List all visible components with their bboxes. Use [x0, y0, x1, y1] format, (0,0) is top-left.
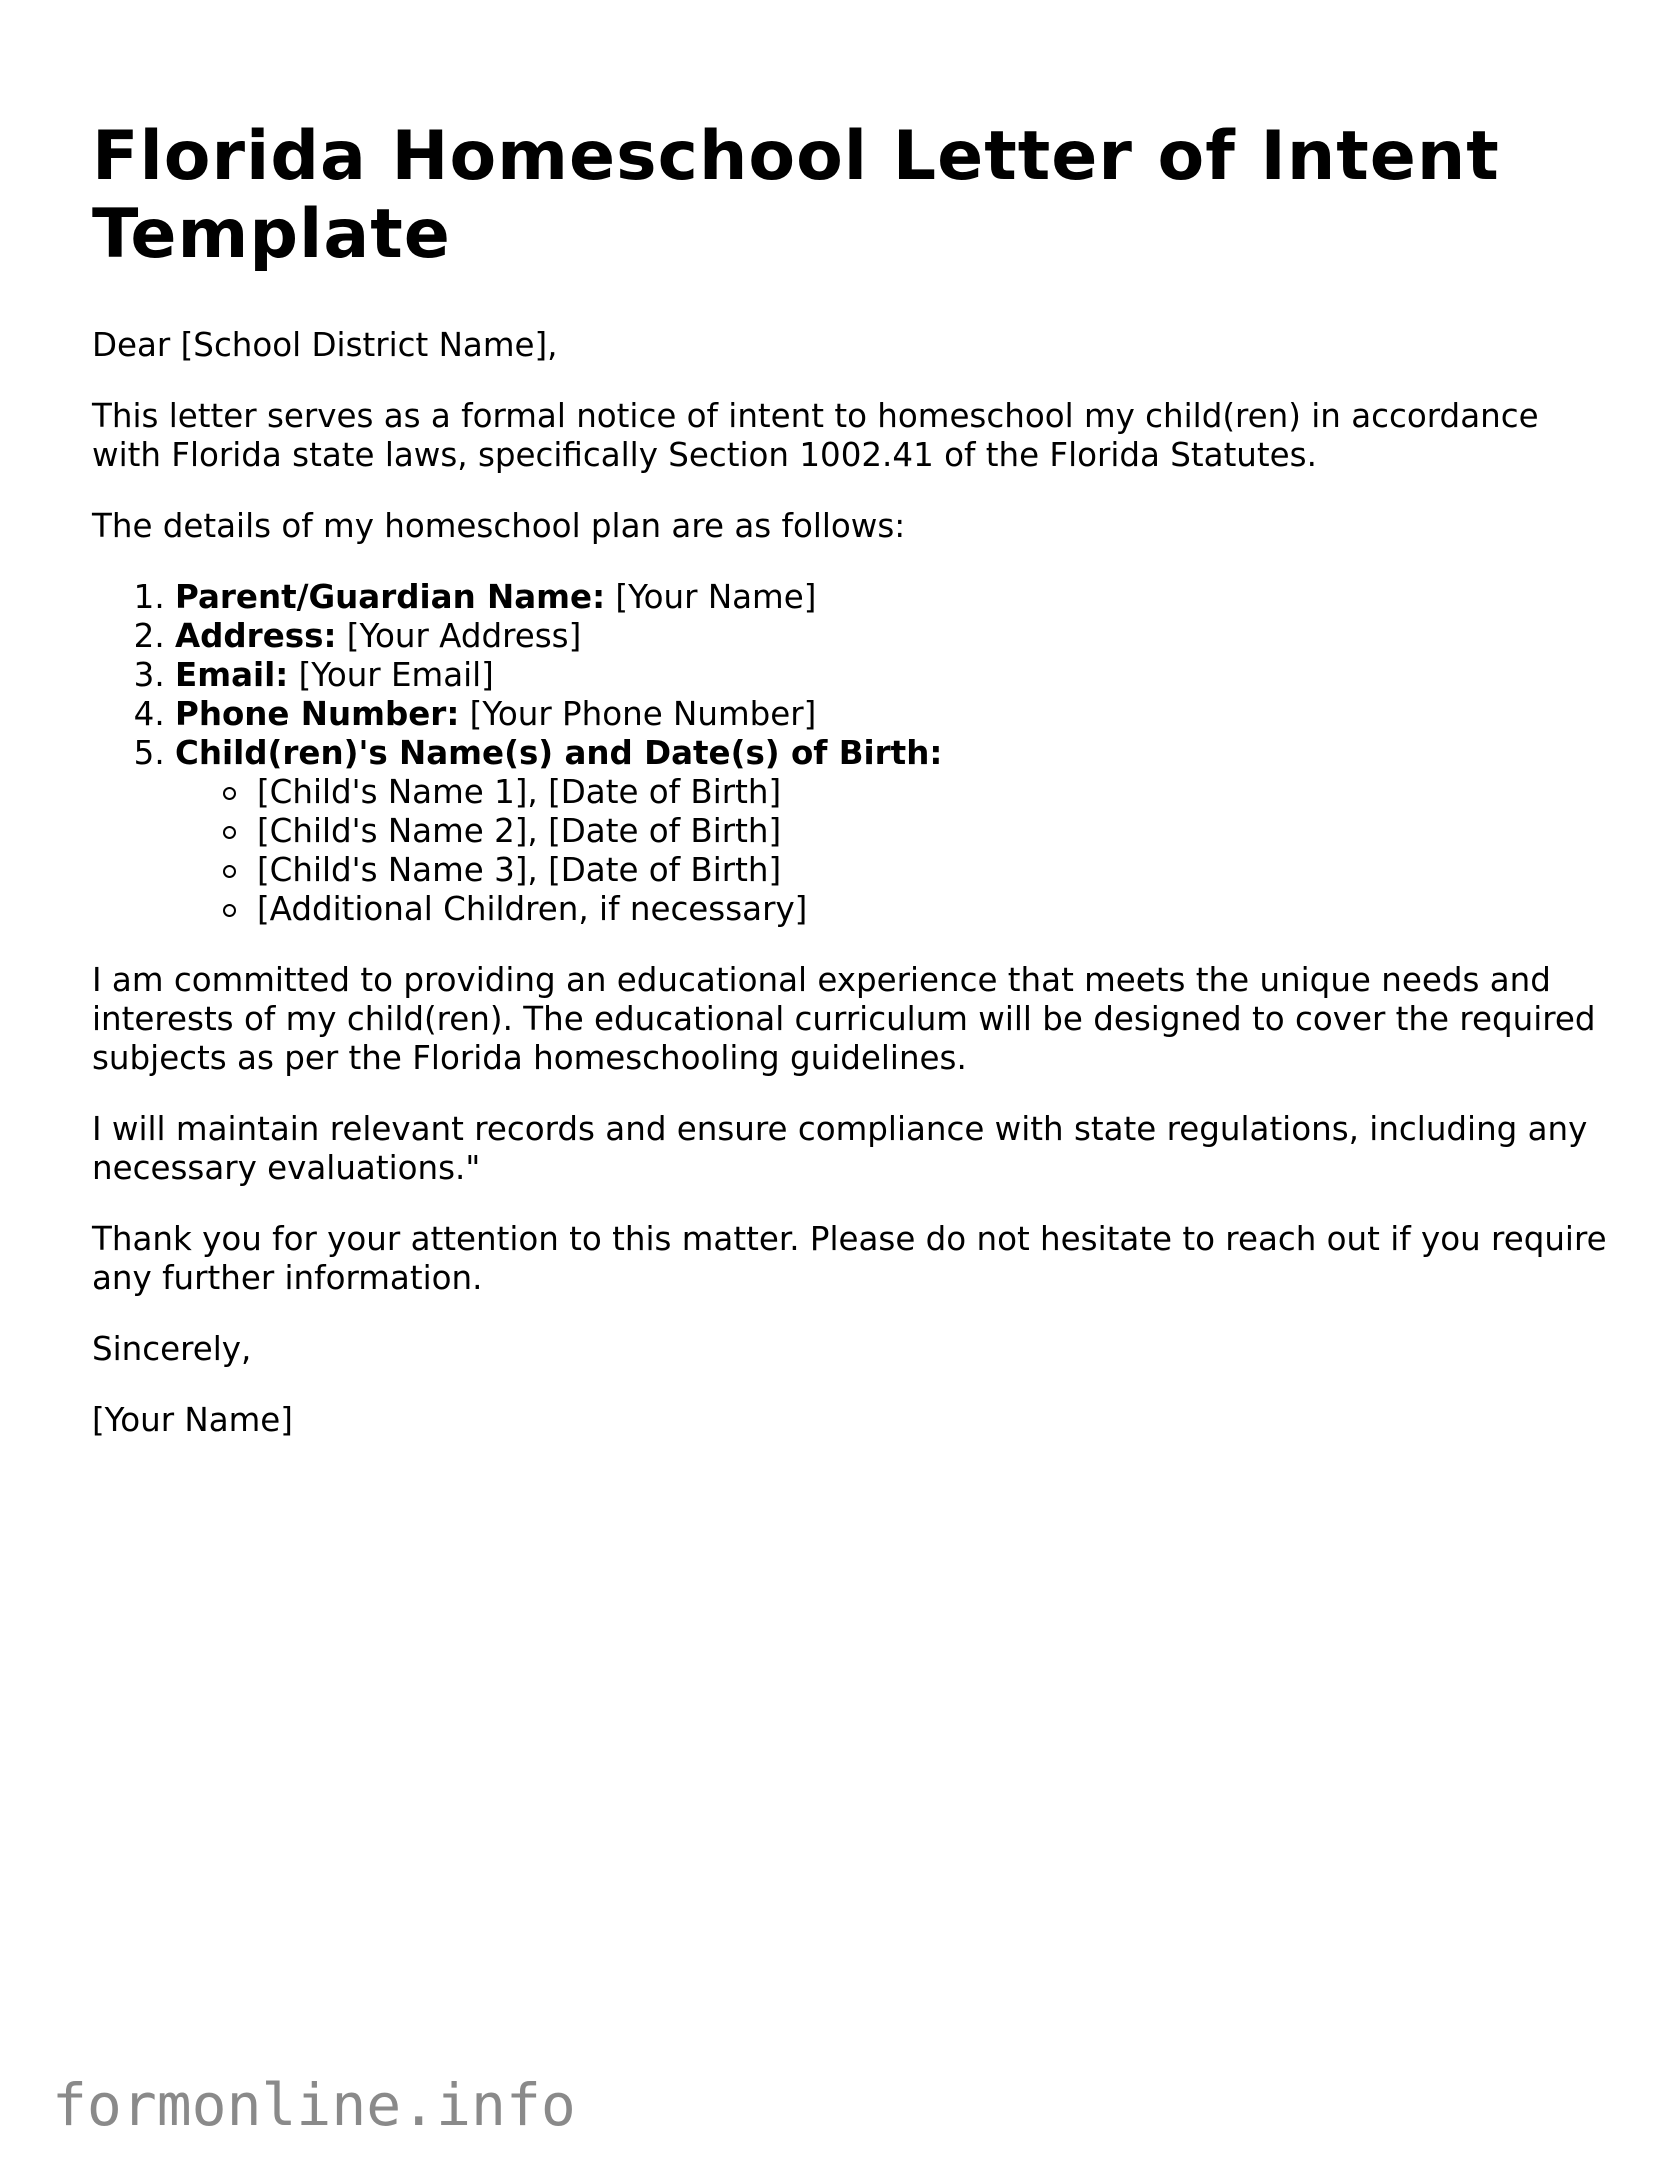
watermark: formonline.info	[52, 2071, 576, 2139]
detail-label: Phone Number:	[175, 695, 460, 733]
child-item: [Child's Name 3], [Date of Birth]	[257, 851, 1612, 890]
detail-value: [Your Email]	[288, 656, 494, 694]
commitment-paragraph: I am committed to providing an educational experience that meets the unique needs and interests of my child(ren). The educational curriculum will be designed to cover the required subjects as per the Florida homeschooling guidelines.	[92, 961, 1596, 1077]
detail-value: [Your Name]	[605, 578, 817, 616]
details-intro: The details of my homeschool plan are as follows:	[92, 507, 906, 545]
closing: Sincerely,	[92, 1330, 252, 1368]
thanks-paragraph: Thank you for your attention to this matter. Please do not hesitate to reach out if you require any further information.	[92, 1220, 1607, 1297]
detail-parent-name	[175, 578, 1612, 617]
detail-label: Parent/Guardian Name:	[175, 578, 606, 616]
detail-children	[175, 734, 1612, 929]
detail-phone	[175, 695, 1612, 734]
detail-email	[175, 656, 1612, 695]
detail-value: [Your Address]	[336, 617, 582, 655]
page-title: Florida Homeschool Letter of Intent Template	[92, 117, 1500, 274]
detail-label: Email:	[175, 656, 289, 694]
child-item: [Additional Children, if necessary]	[257, 890, 1612, 929]
letter-page	[92, 118, 1612, 1472]
detail-label: Child(ren)'s Name(s) and Date(s) of Birth:	[175, 734, 943, 772]
child-item: [Child's Name 2], [Date of Birth]	[257, 812, 1612, 851]
child-item: [Child's Name 1], [Date of Birth]	[257, 773, 1612, 812]
salutation: Dear [School District Name],	[92, 326, 558, 364]
children-list	[175, 773, 1612, 929]
detail-address	[175, 617, 1612, 656]
intro-paragraph: This letter serves as a formal notice of intent to homeschool my child(ren) in accordance with Florida state laws, specifically Section 1002.41 of the Florida Statutes.	[92, 397, 1539, 474]
detail-label: Address:	[175, 617, 337, 655]
records-paragraph: I will maintain relevant records and ensure compliance with state regulations, including any necessary evaluations."	[92, 1110, 1588, 1187]
detail-value: [Your Phone Number]	[459, 695, 817, 733]
signature: [Your Name]	[92, 1401, 293, 1439]
details-list	[92, 578, 1612, 929]
